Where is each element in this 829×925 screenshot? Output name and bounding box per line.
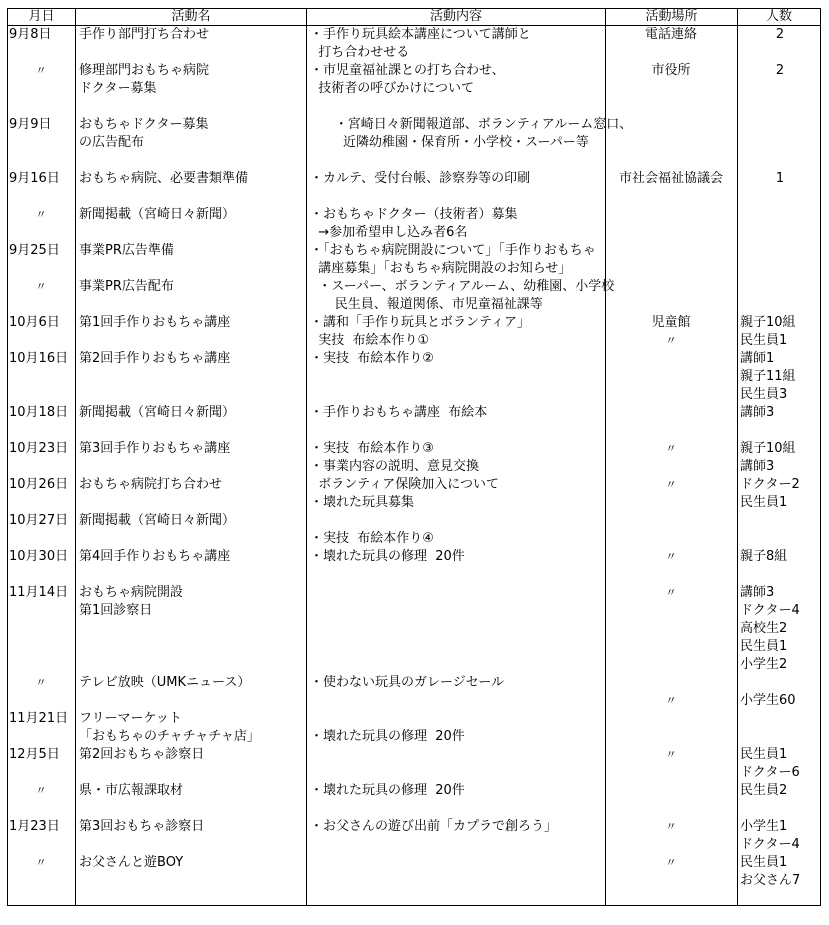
activity-place-cell: 電話連絡 — [644, 27, 697, 42]
ditto-mark: 〃 — [665, 820, 677, 833]
activity-name-cell: おもちゃドクター募集 — [79, 117, 209, 132]
ditto-mark: 〃 — [35, 280, 47, 293]
column-divider-place — [737, 8, 738, 906]
participant-count-cell: 高校生2 — [740, 621, 788, 636]
ditto-mark: 〃 — [665, 550, 677, 563]
participant-count-cell: 民生員1 — [740, 747, 788, 762]
activity-content-cell: 民生員、報道関係、市児童福祉課等 — [310, 297, 543, 312]
date-cell: 10月16日 — [9, 351, 69, 366]
activity-name-cell: 手作り部門打ち合わせ — [79, 27, 210, 42]
participant-count-cell: 小学生2 — [740, 657, 788, 672]
activity-name-cell: 事業PR広告配布 — [79, 279, 174, 294]
participant-count-cell: 2 — [775, 27, 785, 42]
activity-content-cell: ・壊れた玩具の修理 20件 — [310, 549, 465, 564]
participant-count-cell: ドクター6 — [740, 765, 800, 780]
date-cell: 10月23日 — [9, 441, 69, 456]
participant-count-cell: お父さん7 — [740, 873, 801, 888]
activity-content-cell: ・市児童福祉課との打ち合わせ、 — [310, 63, 505, 78]
activity-name-cell: 県・市広報課取材 — [79, 783, 184, 798]
activity-place-cell: 市社会福祉協議会 — [618, 171, 723, 186]
activity-content-cell: ・おもちゃドクター（技術者）募集 — [310, 207, 518, 222]
date-cell: 9月9日 — [9, 117, 52, 132]
date-cell: 9月25日 — [9, 243, 60, 258]
activity-name-cell: 第2回手作りおもちゃ講座 — [79, 351, 231, 366]
activity-content-cell: 技術者の呼びかけについて — [310, 81, 475, 96]
ditto-mark: 〃 — [35, 856, 47, 869]
participant-count-cell: 親子10組 — [740, 315, 796, 330]
ditto-mark: 〃 — [35, 64, 47, 77]
ditto-mark: 〃 — [665, 442, 677, 455]
date-cell: 9月16日 — [9, 171, 60, 186]
participant-count-cell: 民生員1 — [740, 333, 788, 348]
ditto-mark: 〃 — [665, 334, 677, 347]
activity-content-cell: →参加希望申し込み者6名 — [310, 225, 468, 240]
activity-content-cell: ・講和「手作り玩具とボランティア」 — [310, 315, 530, 330]
participant-count-cell: 民生員1 — [740, 639, 788, 654]
participant-count-cell: 2 — [775, 63, 785, 78]
participant-count-cell: ドクター2 — [740, 477, 800, 492]
activity-content-cell: 実技 布絵本作り① — [310, 333, 430, 348]
activity-content-cell: 打ち合わせせる — [310, 45, 410, 60]
ditto-mark: 〃 — [665, 478, 677, 491]
ditto-mark: 〃 — [665, 586, 677, 599]
activity-content-cell: 近隣幼稚園・保育所・小学校・スーパー等 — [310, 135, 589, 150]
participant-count-cell: 講師1 — [740, 351, 775, 366]
date-cell: 1月23日 — [9, 819, 60, 834]
column-divider-date — [75, 8, 76, 906]
activity-content-cell: ・お父さんの遊び出前「カプラで創ろう」 — [310, 819, 558, 834]
date-cell: 10月26日 — [9, 477, 69, 492]
ditto-mark: 〃 — [35, 208, 47, 221]
activity-name-cell: 第3回手作りおもちゃ講座 — [79, 441, 231, 456]
participant-count-cell: 1 — [775, 171, 785, 186]
activity-name-cell: おもちゃ病院、必要書類準備 — [79, 171, 249, 186]
activity-content-cell: ボランティア保険加入について — [310, 477, 499, 492]
activity-content-cell: ・実技 布絵本作り② — [310, 351, 434, 366]
activity-name-cell: お父さんと遊BOY — [79, 855, 184, 870]
activity-name-cell: 新聞掲載（宮崎日々新聞） — [79, 513, 236, 528]
header-activity-place: 活動場所 — [645, 9, 698, 24]
activity-place-cell: 市役所 — [651, 63, 691, 78]
participant-count-cell: 小学生1 — [740, 819, 788, 834]
activity-name-cell: 修理部門おもちゃ病院 — [79, 63, 210, 78]
participant-count-cell: 小学生60 — [740, 693, 796, 708]
activity-content-cell: ・壊れた玩具の修理 20件 — [310, 783, 465, 798]
activity-content-cell: ・実技 布絵本作り④ — [310, 531, 434, 546]
activity-content-cell: ・壊れた玩具募集 — [310, 495, 415, 510]
ditto-mark: 〃 — [665, 856, 677, 869]
activity-name-cell: ドクター募集 — [79, 81, 157, 96]
participant-count-cell: 親子10組 — [740, 441, 796, 456]
activity-name-cell: 新聞掲載（宮崎日々新聞） — [79, 207, 236, 222]
activity-content-cell: 講座募集」「おもちゃ病院開設のお知らせ」 — [310, 261, 572, 276]
date-cell: 10月18日 — [9, 405, 69, 420]
participant-count-cell: 民生員3 — [740, 387, 788, 402]
activity-name-cell: 第4回手作りおもちゃ講座 — [79, 549, 231, 564]
date-cell: 11月14日 — [9, 585, 69, 600]
activity-name-cell: 新聞掲載（宮崎日々新聞） — [79, 405, 236, 420]
participant-count-cell: ドクター4 — [740, 837, 800, 852]
header-activity-name: 活動名 — [171, 9, 211, 24]
participant-count-cell: 民生員1 — [740, 855, 788, 870]
activity-content-cell: ・使わない玩具のガレージセール — [310, 675, 504, 690]
activity-content-cell: ・手作り玩具絵本講座について講師と — [310, 27, 531, 42]
participant-count-cell: 講師3 — [740, 405, 775, 420]
participant-count-cell: 民生員1 — [740, 495, 788, 510]
header-participant-count: 人数 — [765, 9, 792, 24]
activity-content-cell: ・宮崎日々新聞報道部、ボランティアルーム窓口、 — [310, 117, 633, 132]
activity-name-cell: 第3回おもちゃ診察日 — [79, 819, 205, 834]
column-divider-name — [306, 8, 307, 906]
participant-count-cell: 講師3 — [740, 459, 775, 474]
activity-name-cell: おもちゃ病院開設 — [79, 585, 184, 600]
date-cell: 10月27日 — [9, 513, 69, 528]
date-cell: 10月30日 — [9, 549, 69, 564]
date-cell: 9月8日 — [9, 27, 52, 42]
ditto-mark: 〃 — [35, 676, 47, 689]
activity-name-cell: テレビ放映（UMKニュース） — [79, 675, 251, 690]
date-cell: 11月21日 — [9, 711, 69, 726]
activity-place-cell: 児童館 — [651, 315, 691, 330]
participant-count-cell: 親子11組 — [740, 369, 796, 384]
activity-content-cell: ・スーパー、ボランティアルーム、幼稚園、小学校 — [310, 279, 615, 294]
activity-name-cell: 事業PR広告準備 — [79, 243, 174, 258]
activity-content-cell: ・カルテ、受付台帳、診察券等の印刷 — [310, 171, 531, 186]
participant-count-cell: 講師3 — [740, 585, 775, 600]
activity-name-cell: 第1回診察日 — [79, 603, 153, 618]
header-date: 月日 — [28, 9, 55, 24]
activity-name-cell: の広告配布 — [79, 135, 145, 150]
ditto-mark: 〃 — [665, 748, 677, 761]
header-activity-content: 活動内容 — [429, 9, 482, 24]
date-cell: 12月5日 — [9, 747, 60, 762]
activity-name-cell: フリーマーケット — [79, 711, 182, 726]
activity-name-cell: 第2回おもちゃ診察日 — [79, 747, 205, 762]
ditto-mark: 〃 — [665, 694, 677, 707]
activity-content-cell: ・「おもちゃ病院開設について」「手作りおもちゃ — [310, 243, 596, 258]
activity-name-cell: おもちゃ病院打ち合わせ — [79, 477, 223, 492]
date-cell: 10月6日 — [9, 315, 60, 330]
ditto-mark: 〃 — [35, 784, 47, 797]
activity-content-cell: ・手作りおもちゃ講座 布絵本 — [310, 405, 488, 420]
activity-name-cell: 第1回手作りおもちゃ講座 — [79, 315, 231, 330]
activity-content-cell: ・事業内容の説明、意見交換 — [310, 459, 480, 474]
participant-count-cell: ドクター4 — [740, 603, 800, 618]
activity-name-cell: 「おもちゃのチャチャチャ店」 — [79, 729, 260, 744]
participant-count-cell: 親子8組 — [740, 549, 788, 564]
participant-count-cell: 民生員2 — [740, 783, 788, 798]
activity-content-cell: ・実技 布絵本作り③ — [310, 441, 434, 456]
activity-content-cell: ・壊れた玩具の修理 20件 — [310, 729, 465, 744]
